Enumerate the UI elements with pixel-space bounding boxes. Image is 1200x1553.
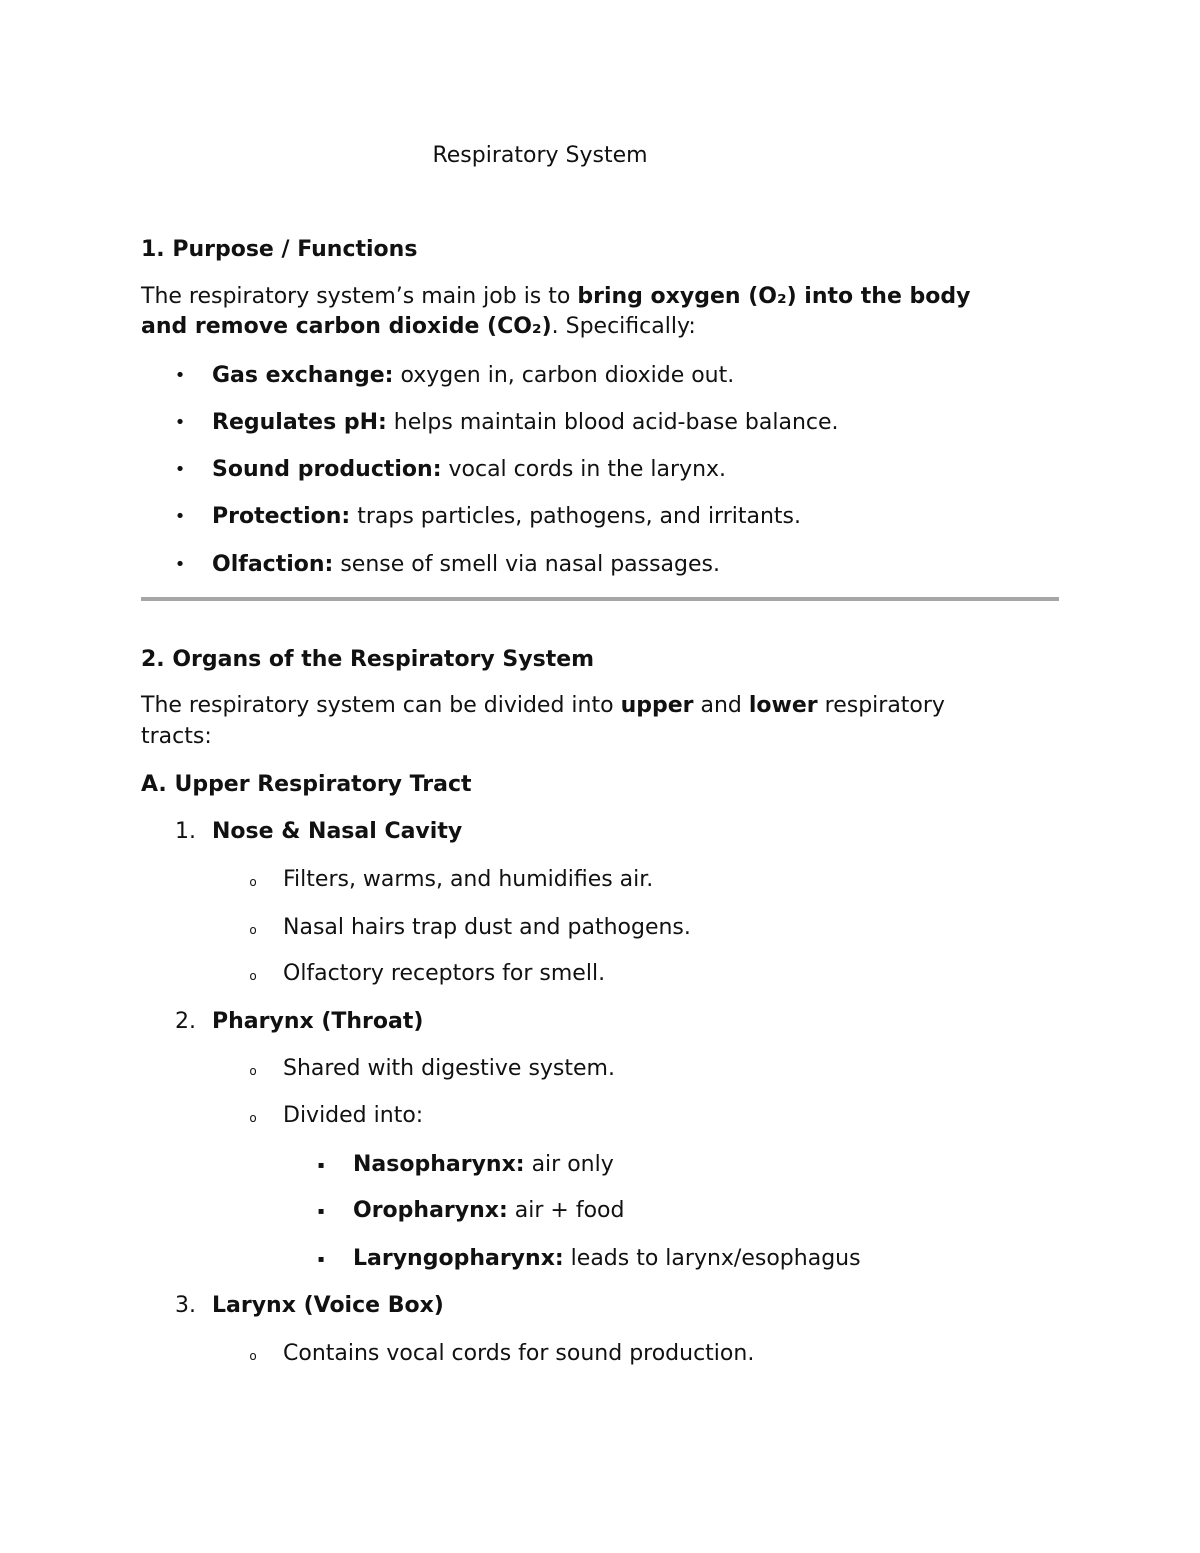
section2-intro-line2: tracts: <box>141 724 212 749</box>
function-item: Regulates pH: helps maintain blood acid-base balance. <box>212 410 839 435</box>
square-bullet-icon: ▪ <box>317 1254 325 1265</box>
organ-point: Olfactory receptors for smell. <box>283 961 606 986</box>
bullet-icon: • <box>174 459 186 480</box>
bullet-icon: • <box>174 506 186 527</box>
circle-bullet-icon: o <box>249 969 257 983</box>
organ-subpoint: Oropharynx: air + food <box>353 1198 625 1223</box>
upper-tract-subheading: A. Upper Respiratory Tract <box>141 772 472 797</box>
horizontal-divider <box>141 597 1059 601</box>
organ-point: Filters, warms, and humidifies air. <box>283 867 654 892</box>
function-item: Olfaction: sense of smell via nasal passages. <box>212 552 720 577</box>
function-item: Sound production: vocal cords in the larynx. <box>212 457 727 482</box>
square-bullet-icon: ▪ <box>317 1206 325 1217</box>
document-title: Respiratory System <box>432 143 648 168</box>
organ-name: Larynx (Voice Box) <box>212 1293 444 1318</box>
organ-point: Shared with digestive system. <box>283 1056 615 1081</box>
circle-bullet-icon: o <box>249 1064 257 1078</box>
circle-bullet-icon: o <box>249 1349 257 1363</box>
organ-subpoint: Laryngopharynx: leads to larynx/esophagus <box>353 1246 861 1271</box>
square-bullet-icon: ▪ <box>317 1160 325 1171</box>
organ-number: 3. <box>175 1293 196 1318</box>
function-item: Gas exchange: oxygen in, carbon dioxide out. <box>212 363 735 388</box>
circle-bullet-icon: o <box>249 875 257 889</box>
section2-heading: 2. Organs of the Respiratory System <box>141 647 595 672</box>
organ-number: 2. <box>175 1009 196 1034</box>
organ-subpoint: Nasopharynx: air only <box>353 1152 614 1177</box>
section1-heading: 1. Purpose / Functions <box>141 237 418 262</box>
circle-bullet-icon: o <box>249 1111 257 1125</box>
section2-intro-line1: The respiratory system can be divided into upper and lower respiratory <box>141 693 945 718</box>
organ-name: Pharynx (Throat) <box>212 1009 424 1034</box>
bullet-icon: • <box>174 554 186 575</box>
function-item: Protection: traps particles, pathogens, and irritants. <box>212 504 801 529</box>
bullet-icon: • <box>174 365 186 386</box>
section1-intro-line2: and remove carbon dioxide (CO₂). Specifically: <box>141 314 696 339</box>
section1-intro-line1: The respiratory system’s main job is to bring oxygen (O₂) into the body <box>141 284 971 309</box>
bullet-icon: • <box>174 412 186 433</box>
organ-point: Divided into: <box>283 1103 424 1128</box>
organ-number: 1. <box>175 819 196 844</box>
organ-name: Nose & Nasal Cavity <box>212 819 463 844</box>
organ-point: Nasal hairs trap dust and pathogens. <box>283 915 691 940</box>
organ-point: Contains vocal cords for sound production. <box>283 1341 755 1366</box>
circle-bullet-icon: o <box>249 923 257 937</box>
